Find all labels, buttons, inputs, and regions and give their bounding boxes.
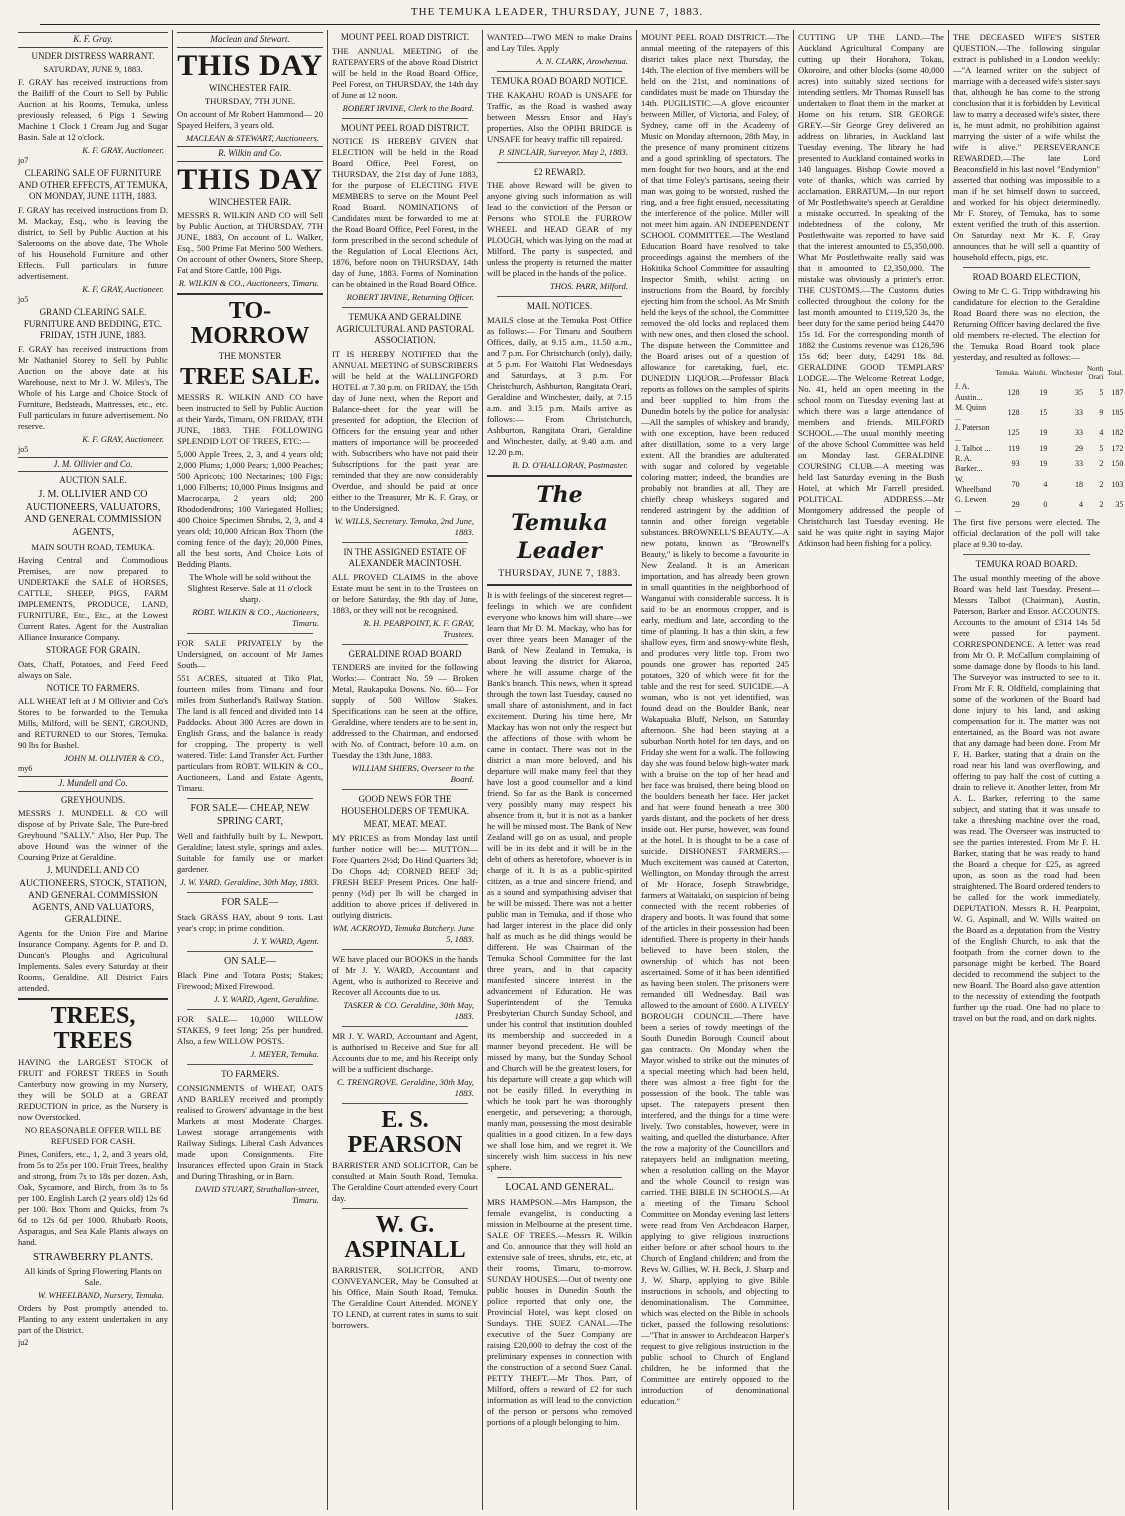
poll-cell: 5: [1099, 387, 1104, 397]
ad-title: TEMUKA AND GERALDINE AGRICULTURAL AND PASTORAL ASSOCIATION.: [336, 312, 474, 346]
ad-title: MOUNT PEEL ROAD DISTRICT.: [340, 122, 470, 133]
ad-signature: R. H. PEARPOINT, K. F. GRAY, Trustees.: [363, 617, 474, 639]
ad-body: ALL PROVED CLAIMS in the above Estate must be sent in to the Trustees on or before Saturday, the 9th day of June, 1883, or they will not be recognised.: [332, 571, 478, 615]
poll-cell: 0: [1043, 500, 1048, 510]
ad-title: TO FARMERS.: [221, 1069, 279, 1080]
ad-title: ON SALE—: [224, 955, 276, 967]
poll-cell: 35: [1074, 387, 1083, 397]
divider: [963, 554, 1090, 555]
divider: [497, 296, 622, 297]
poll-cell: 4: [1078, 500, 1083, 510]
poll-cell: 5: [1099, 443, 1104, 453]
ad-body: HAVING the LARGEST STOCK of FRUIT and FOREST TREES in South Canterbury now growing in my Nursery, they will be SOLD at a GREAT REDUCTION in price, as the Nursery is now Overstocked.: [18, 1056, 168, 1122]
divider: [342, 1103, 468, 1104]
ad-title: STRAWBERRY PLANTS.: [32, 1250, 154, 1263]
ad-title: GRAND CLEARING SALE. FURNITURE AND BEDDING, ETC. FRIDAY, 15TH JUNE, 1883.: [23, 307, 163, 341]
column-2: [173, 30, 327, 1510]
ad-body: CONSIGNMENTS of WHEAT, OATS AND BARLEY received and promptly realised to Growers' advantage in the best Markets at most Moderate Charges. Lowest storage arrangements with Railway Sidings. Liberal Cash Advances made upon Consignments. Fire Insurances effected upon Grain in Stack and During Thrashing, or in Barn.: [177, 1082, 323, 1181]
ad-list: 5,000 Apple Trees, 2, 3, and 4 years old; 2,000 Plums; 1,000 Pears; 1,000 Peaches; 500 Apricots; 100 Nectarines; 100 Figs; 1,000 Filberts; 10,000 Pinus Insignus and Macrocarpa, 2 years old; 200 Rhododendrons; 100 Variegated Hollies; 400 Choice Specimen Shrubs, 2, 3, and 4 years old; 10,000 African Box Thorn (the coming fence of the day); 20,000 Pines, all the best sorts, And Choice Lots of Bedding Plants.: [177, 449, 323, 570]
ad-title: £2 REWARD.: [533, 166, 586, 177]
advertiser-header: R. Wilkin and Co.: [177, 146, 323, 162]
ad-title: CLEARING SALE OF FURNITURE AND OTHER EFFECTS, AT TEMUKA, ON MONDAY, JUNE 11TH, 1883.: [18, 168, 168, 202]
divider: [187, 951, 313, 952]
ad-body: F. GRAY has received instructions from the Bailiff of the Court to Sell by Public Auction at his Rooms, Temuka, unless previously released, 6 Pigs 1 Sewing Machine 1 Clock 1 Cream Jug and Sugar Basin. Sale at 12 o'clock.: [18, 77, 168, 143]
ad-signature: K. F. GRAY, Auctioneer.: [82, 283, 164, 294]
ad-title: FOR SALE— CHEAP, NEW SPRING CART,: [190, 803, 310, 827]
ad-body: Pines, Conifers, etc., 1, 2, and 3 years old, from 5s to 25s per 100. Fruit Trees, healthy and strong, from 7s to 18s per dozen. Ash, Oak, Sycamore, and Birch, from 3s to 5s per 100. English Larch (2 years old) 12s 6d per 100. Box Thorn and Quicks, from 7s 6d to 12s 6d per 1000. Rhubarb Roots, Asparagus, and Sea Kale Plants always on hand.: [18, 1148, 168, 1247]
newspaper-masthead: The Temuka Leader: [511, 481, 608, 564]
ad-signature: JOHN M. OLLIVIER & CO.,: [63, 753, 164, 764]
ad-body: NOTICE IS HEREBY GIVEN that ELECTION will be held in the Road Board Office, Peel Forest, on THURSDAY, the 21st day of June 1883, for the purpose of ELECTING FIVE MEMBERS to serve on the Mount Peel Road Board. NOMINATIONS of Candidates must be forwarded to me at the Road Board Office, Peel Forest, in the form prescribed in the second schedule of the Regulation of Local Elections Act, 1876, before noon on THURSDAY, 14th day of June, 1883. Forms of Nomination can be obtained in the Road Board Office.: [332, 136, 478, 290]
poll-cell: J. A. Austin...: [955, 382, 983, 402]
poll-row: [953, 423, 1125, 443]
firm-name: J. M. OLLIVIER AND CO AUCTIONEERS, VALUATORS, AND GENERAL COMMISSION AGENTS,: [24, 488, 162, 539]
headline: THIS DAY: [177, 162, 323, 196]
ad-ref: jo5: [18, 444, 29, 454]
trees-headline: TREES, TREES: [50, 1003, 136, 1055]
headline: TO-MORROW: [190, 298, 310, 350]
ad-signature: J. W. YARD. Geraldine, 30th May, 1883.: [180, 876, 319, 887]
poll-cell: G. Lewen ...: [955, 495, 987, 515]
column-7: [949, 30, 1124, 1510]
poll-header-cell: Waitohi.: [1023, 368, 1048, 377]
ad-signature: J. Y. WARD, Agent, Geraldine.: [213, 994, 319, 1005]
ad-body: Stack GRASS HAY, about 9 tons. Last year's crop; in prime condition.: [177, 911, 323, 933]
ad-signature: DAVID STUART, Strathallan-street, Timaru.: [194, 1183, 319, 1205]
ad-signature: ROBERT IRVINE, Clerk to the Board.: [342, 102, 474, 113]
divider: [342, 949, 468, 950]
poll-row: [953, 403, 1125, 423]
poll-row: [953, 444, 1125, 454]
ad-title: GERALDINE ROAD BOARD: [348, 648, 462, 659]
running-head: THE TEMUKA LEADER, THURSDAY, JUNE 7, 1883.: [410, 6, 704, 18]
ad-title: TEMUKA ROAD BOARD NOTICE.: [491, 76, 628, 86]
ad-body: Orders by Post promptly attended to. Planting to any extent undertaken in any part of the District.: [18, 1302, 168, 1335]
ad-title: NOTICE TO FARMERS.: [46, 682, 140, 693]
ad-body: MY PRICES as from Monday last until further notice will be:— MUTTON—Fore Quarters 2½d; Do Hind Quarters 3d; Do Chops 4d; CORNED BEEF 3d; FRESH BEEF Present Prices. One half-penny (½d) per lb will be charged in addition to above prices if delivered in outlying districts.: [332, 832, 478, 920]
divider: [497, 1177, 622, 1178]
ad-subtitle: THE MONSTER: [218, 351, 282, 362]
ad-title: MOUNT PEEL ROAD DISTRICT.: [340, 32, 470, 42]
divider: [963, 267, 1090, 268]
poll-cell: R. A. Barker...: [955, 454, 983, 474]
ad-signature: R. WILKIN & CO., Auctioneers, Timaru.: [178, 278, 319, 289]
poll-cell: 119: [1007, 443, 1020, 453]
divider: [187, 1009, 313, 1010]
ad-signature: J. Y. WARD, Agent.: [253, 935, 319, 946]
ad-body: TENDERS are invited for the following Works:— Contract No. 59 — Broken Metal, Raukapuka Downs. No. 60— For supply of 500 Willow Stakes. Specifications can be seen at the office, Geraldine, where tenders are to be sent in, addressed to the Chairman, and endorsed with No. of Contract, before 10 a.m. on Tuesday the 13th June, 1883.: [332, 662, 478, 761]
ad-signature: WILLIAM SHIERS, Overseer to the Board.: [351, 763, 474, 785]
ad-subtitle: WINCHESTER FAIR.: [208, 196, 292, 207]
poll-cell: 93: [1011, 459, 1020, 469]
ad-ref: jo5: [18, 294, 29, 304]
ad-date: SATURDAY, JUNE 9, 1883.: [43, 64, 143, 75]
ad-body: NO REASONABLE OFFER WILL BE REFUSED FOR CASH.: [24, 1124, 162, 1146]
poll-cell: 150: [1111, 459, 1124, 469]
ad-signature: MACLEAN & STEWART, Auctioneers.: [186, 133, 319, 144]
divider: [187, 1064, 313, 1065]
ad-title: IN THE ASSIGNED ESTATE OF ALEXANDER MACINTOSH.: [343, 546, 467, 569]
poll-cell: 187: [1111, 387, 1124, 397]
ad-title: FOR SALE— 10,000 WILLOW STAKES, 9 feet long; 25s per hundred. Also, a few WILLOW POSTS.: [177, 1014, 323, 1047]
section-title: TEMUKA ROAD BOARD.: [975, 559, 1078, 570]
poll-cell: 128: [1007, 387, 1020, 397]
poll-cell: 18: [1074, 479, 1083, 489]
poll-cell: 182: [1111, 428, 1124, 438]
ad-body: THE KAKAHU ROAD is UNSAFE for Traffic, as the Road is washed away between Messrs Ensor and Hay's properties. Also the OPIHI BRIDGE is UNSAFE for heavy traffic till repaired.: [487, 89, 632, 144]
ad-body: The Whole will be sold without the Slightest Reserve. Sale at 11 o'clock sharp.: [187, 572, 313, 605]
poll-row: [953, 495, 1125, 515]
column-1: [14, 30, 172, 1510]
divider: [342, 307, 468, 308]
headline: E. S. PEARSON: [347, 1106, 463, 1158]
poll-cell: 4: [1099, 428, 1104, 438]
ad-signature: K. F. GRAY, Auctioneer.: [82, 433, 164, 444]
ad-title: MAIL NOTICES.: [526, 301, 593, 312]
divider: [187, 798, 313, 799]
ad-body: 551 ACRES, situated at Tiko Plat, fourteen miles from Timaru and four miles from Sutherland's Railway Station. The land is all fenced and divided into 14 Paddocks. About 300 Acres are down in English Grass, and the balance is ready for cropping. The property is well watered. Title: Land Transfer Act. Further particulars from ROBT. WILKIN & CO., Auctioneers, Land and Estate Agents, Timaru.: [177, 673, 323, 794]
ad-body: WE have placed our BOOKS in the hands of Mr J. Y. WARD, Accountant and Agent, who is authorized to Receive and Recover all Accounts due to us.: [332, 953, 478, 997]
ad-date: THURSDAY, 7TH JUNE.: [204, 96, 296, 107]
poll-cell: 4: [1043, 479, 1048, 489]
ad-body: Black Pine and Totara Posts; Stakes; Firewood; Mixed Firewood.: [177, 970, 323, 992]
divider: [497, 162, 622, 163]
poll-cell: 33: [1074, 428, 1083, 438]
section-title: LOCAL AND GENERAL.: [505, 1182, 614, 1194]
firm-address: MAIN SOUTH ROAD, TEMUKA.: [31, 542, 155, 553]
ad-ref: jo7: [18, 156, 29, 166]
ad-body: Well and faithfully built by L. Newport, Geraldine; latest style, springs and axles. Suitable for family use or market gardener.: [177, 830, 323, 874]
news-body: CUTTING UP THE LAND.—The Auckland Agricultural Company are cutting up their Horahora, Tokau, Okoroire, and other blocks (some 40,000 acres) into suitably sized sections for intending settlers. Mr Thomas Russell has undertaken to float them in the market at Home on his return. SIR GEORGE GREY.—Sir George Grey delivered an address on libraries, in Auckland last Tuesday evening. The library he had presented to Auckland contained works in 140 languages. Bishop Cowie moved a vote of thanks, which was carried by acclamation. ERRATUM.—In our report of Mr Postlethwaite's speech at Geraldine a mistake occurred. In speaking of the indebtedness of the colony, Mr Postlethwaite was reported to have said that the interest amounted to £5,350,000. What Mr Postlethwaite really said was that it amounted to £2,350,000. The mistake was obviously a printer's error. THE CUSTOMS.—The Customs duties collected throughout the colony for the last month amounted to £119,520 3s, the beer duty for the same period being £4470 15s 1d. For the corresponding month of 1882 the Customs revenue was £126,596 15s 6d; beer duty, £4291 18s 8d. GERALDINE GOOD TEMPLARS' LODGE.—The Welcome Retreat Lodge, No. 41, held an open meeting in the school room on Tuesday evening last at which there was a large attendance of members and friends. MILFORD SCHOOL.—The usual monthly meeting of the above School Committee was held on Monday last. GERALDINE COURSING CLUB.—A meeting was held last Saturday evening in the Bush Hotel, at which Mr Farrell presided. POLITICAL ADDRESS.—Mr Montgomery addressed the people of Christchurch last Tuesday evening. He said he was quite right in saying Major Atkinson had been fishing for a policy.: [798, 32, 944, 548]
poll-cell: 185: [1111, 408, 1124, 417]
divider: [177, 293, 323, 295]
ad-signature: ROBERT IRVINE, Returning Officer.: [346, 292, 474, 303]
ad-body: F. GRAY has received instructions from Mr Nathaniel Storey to Sell by Public Auction on the above date at his Warehouse, next to Mr J. W. Miles's, The Whole of his Large and Choice Stock of Furniture, Bedsteads, Mattresses, etc., etc. Full particulars in future advertisement. No reserve.: [18, 343, 168, 431]
ad-body: MAILS close at the Temuka Post Office as follows:— For Timaru and Southern Offices, daily, at 9.15 a.m., 11.50 a.m., and 7 p.m. For Christchurch (only), daily, at 5 p.m. For Waitohi Flat Wednesdays and Saturdays, at 3 p.m. For Christchurch, Ashburton, Rangitata Orari, Geraldine and Winchester, daily, at 7.15 a.m. and 3.15 p.m. Mails arrive as follows:— From Christchurch, Ashburton, Rangitata Orari, Geraldine and Winchester, daily, at 9.40 a.m. and 12.20 p.m.: [487, 314, 632, 457]
advertiser-header: J. M. Ollivier and Co.: [18, 457, 168, 473]
issue-date: THURSDAY, JUNE 7, 1883.: [498, 569, 621, 580]
poll-header-row: [953, 365, 1125, 383]
poll-cell: 29: [1074, 443, 1083, 453]
ad-body: BARRISTER AND SOLICITOR, Can be consulted at Main South Road, Temuka. The Geraldine Court attended every Court day.: [332, 1160, 478, 1204]
ad-signature: K. F. GRAY, Auctioneer.: [82, 145, 164, 156]
poll-cell: J. Paterson ...: [955, 423, 990, 443]
ad-body: Having Central and Commodious Premises, are now prepared to UNDERTAKE the SALE of HORSES, CATTLE, SHEEP, PIGS, FARM IMPLEMENTS, PRODUCE, LAND, FURNITURE, Etc., Etc., at the Lowest Current Rates. Agent for the Australian Alliance Insurance Company.: [18, 555, 168, 643]
poll-cell: 29: [1011, 500, 1020, 510]
ad-title: FOR SALE—: [221, 896, 279, 908]
poll-cell: 19: [1039, 459, 1048, 469]
ad-subtitle: WINCHESTER FAIR.: [208, 82, 292, 93]
ad-signature: B. D. O'HALLORAN, Postmaster.: [512, 459, 628, 470]
ad-title: GOOD NEWS FOR THE HOUSEHOLDERS OF TEMUKA.: [340, 794, 470, 816]
ad-title: AUCTION SALE.: [59, 475, 127, 486]
poll-header-cell: Temuka.: [995, 368, 1020, 377]
news-body: The usual monthly meeting of the above Board was held last Tuesday. Present—Messrs Talbot (Chairman), Austin, Paterson, Barker and Ensor. ACCOUNTS. Accounts to the amount of £314 14s 5d were passed for payment. CORRESPONDENCE. A letter was read from Mr O. P. McCallum complaining of some damage done by floods to his land. The Surveyor was instructed to see to it. From Mr F. R. Oldfield, complaining that some of the workmen of the Board had done injury to his land, and asking compensation for it. The matter was not entertained, as the Board was not aware that any damage had been done. From Mr F. H. Barker, stating that a drain on the road near his land was overflowing, and offering to pay half the cost of cutting a drain to relieve it. Another letter, from Mr A. L. Barker, referring to the same subject, and stating that it was unsafe to take a threshing machine over the road, was read. The Overseer was instructed to see the parties interested. From Mr F. H. Barker, stating that he was ready to hand the Board a cheque for £25, as agreed upon, as soon as the road had been straightened. The Board ordered tenders to be called for the work immediately. DEPUTATION. Messrs R. H. Pearpoint, W. G. Aspinall, and W. Wills waited on the Board as a deputation from the Vestry of the English Church, to ask that the footpath from the corner down to the parsonage might be kerbed. The Board decided to recommend the subject to the new Board. The Board also gave attention to the necessity of extending the footpath further up the road. One had no place to travel on but the road, and on dark nights.: [953, 572, 1100, 1023]
ad-body: Oats, Chaff, Potatoes, and Feed Feed always on Sale.: [18, 658, 168, 680]
ad-body: BARRISTER, SOLICITOR, AND CONVEYANCER, May be Consulted at his Office, Main South Road, Temuka. The Geraldine Court Attended. MONEY TO LEND, at current rates in sums to suit borrowers.: [332, 1265, 478, 1331]
divider: [342, 542, 468, 543]
column-4: [483, 30, 636, 1510]
poll-header-cell: Winchester: [1051, 368, 1083, 377]
ad-body: MESSRS R. WILKIN AND CO will Sell by Public Auction, at THURSDAY, 7TH JUNE, 1883, On account of L. Walker, Esq., 500 Prime Fat Merino 500 Wethers. On account of other Owners, Store Sheep, Fat and Store Cattle, 100 Pigs.: [177, 210, 323, 276]
poll-cell: 103: [1111, 479, 1124, 489]
poll-header-cell: [953, 365, 993, 383]
ad-signature: THOS. PARR, Milford.: [549, 281, 628, 292]
ad-signature: A. N. CLARK, Arowhenua.: [536, 56, 628, 66]
ad-title: WANTED—TWO MEN to make Drains and Lay Tiles. Apply: [487, 32, 632, 53]
divider: [487, 475, 632, 477]
headline: W. G. ASPINALL: [344, 1212, 466, 1264]
ad-body: THE above Reward will be given to anyone giving such information as will lead to the conviction of the Person or Persons who STOLE the FURROW WHEEL and HEAD GEAR of my PLOUGH, which was lying on the road at Milford. The party is suspected, and unless the property is returned the matter will be placed in the hands of the police.: [487, 180, 632, 279]
divider: [342, 118, 468, 119]
ad-body: Agents for the Union Fire and Marine Insurance Company. Agents for P. and D. Duncan's Ploughs and Agricultural Implements. Sales every Saturday at their Rooms, Geraldine. All District Fairs attended.: [18, 928, 168, 994]
ad-title: UNDER DISTRESS WARRANT.: [31, 50, 155, 61]
ad-signature: TASKER & CO. Geraldine, 30th May, 1883.: [343, 999, 474, 1021]
poll-row: [953, 382, 1125, 402]
ad-body: THE ANNUAL MEETING of the RATEPAYERS of the above Road District will be held in the Road Board Office, Peel Forest, on THURSDAY, the 14th day of June at 12 noon.: [332, 45, 478, 100]
poll-row: [953, 454, 1125, 474]
ad-signature: C. TRENGROVE. Geraldine, 30th May, 1883.: [336, 1076, 474, 1098]
ad-body: MESSRS J. MUNDELL & CO will dispose of by Private Sale, The Pure-bred Greyhound "SALLY." Also, Her Pup. The above Hound was the winner of the Coursing Prize at Geraldine.: [18, 808, 168, 863]
poll-cell: 2: [1099, 479, 1104, 489]
poll-cell: 19: [1039, 443, 1048, 453]
poll-header-cell: North Orari: [1086, 364, 1104, 382]
divider: [497, 71, 622, 72]
headline: TREE SALE.: [179, 363, 321, 390]
news-body: THE DECEASED WIFE'S SISTER QUESTION.—The following singular extract is published in a London weekly:—"A learned writer on the subject of marriage with a deceased wife's sister says that, although he has come to the strong conclusion that it is forbidden by Levitical law to marry a deceased wife's sister, there is, he must admit, no prohibition against marrying the sister of a wife whilst the wife is alive." PERSEVERANCE REWARDED.—The late Lord Beaconsfield in his last novel "Endymion" asserted that nothing was impossible to a man if he set himself down to succeed, and worked for his object determinedly. Mr F. Storey, of Temuka, has to some extent verified the truth of this assertion. On Saturday next Mr K. F. Gray announces that he will sell a quantity of household effects, pigs, etc.: [953, 32, 1100, 262]
news-body: The first five persons were elected. The official declaration of the poll will take place at 9.30 to-day.: [953, 517, 1100, 550]
poll-cell: 15: [1039, 408, 1048, 417]
advertiser-header: Maclean and Stewart.: [177, 32, 323, 48]
headline: THIS DAY: [177, 48, 323, 82]
advertiser-header: J. Mundell and Co.: [18, 776, 168, 792]
column-3: [328, 30, 482, 1510]
ad-body: IT IS HEREBY NOTIFIED that the ANNUAL MEETING of SUBSCRIBERS will be held at the WALLINGFORD HOTEL at 7.30 p.m. on FRIDAY, the 15th day of June next, when the Report and Balance-sheet for the year will be presented for adoption, the Election of Officers for the ensuing year and other matters of importance will be proceeded with. Subscribers who have not paid their Subscriptions for the past year are reminded that they are now considerably Overdue, and should be paid at once either to the Treasurer, Mr K. F. Gray, or to the Undersigned.: [332, 348, 479, 513]
ad-body: All kinds of Spring Flowering Plants on Sale.: [24, 1265, 162, 1287]
divider: [342, 1208, 468, 1209]
poll-cell: M. Quinn ...: [955, 402, 987, 423]
ad-body: ALL WHEAT left at J M Ollivier and Co's Stores to be forwarded to the Temuka Mills, Milford, will be SENT, GROUND, and RETURNED to our Stores, Temuka. 90 lbs for Bushel.: [18, 696, 168, 751]
column-5: [637, 30, 793, 1510]
poll-cell: 19: [1039, 387, 1048, 397]
poll-cell: 9: [1099, 408, 1104, 417]
poll-cell: 35: [1115, 500, 1124, 510]
ad-body: MR J. Y. WARD, Accountant and Agent, is authorised to Receive and Sue for all Accounts due to me, and his Receipt only will be a sufficient discharge.: [332, 1030, 478, 1074]
ad-title: FOR SALE PRIVATELY by the Undersigned, on account of Mr James South—: [177, 638, 323, 671]
poll-cell: 33: [1074, 459, 1083, 469]
top-rule: [40, 24, 1100, 25]
divider: [187, 892, 313, 893]
poll-cell: 70: [1011, 479, 1020, 489]
divider: [342, 1026, 468, 1027]
ad-title: GREYHOUNDS.: [60, 794, 126, 805]
ad-signature: P. SINCLAIR, Surveyor. May 2, 1883.: [498, 146, 628, 157]
ad-signature: J. MEYER, Temuka.: [250, 1049, 319, 1060]
ad-ref: my6: [18, 764, 33, 774]
poll-cell: 2: [1099, 500, 1104, 510]
ad-body: MESSRS R. WILKIN AND CO have been instructed to Sell by Public Auction at their Yards, Timaru, ON FRIDAY, 8TH JUNE, 1883. THE FOLLOWING SPLENDID LOT OF TREES, ETC:—: [177, 392, 323, 447]
poll-cell: W. Wheelband: [955, 474, 992, 494]
local-news: MRS HAMPSON.—Mrs Hampson, the female evangelist, is conducting a mission in Melbourne at the present time. SALE OF TREES.—Messrs R. Wilkin and Co. announce that they will hold an extensive sale of trees, shrubs, etc, etc, at their rooms, Timaru, to-morrow. SUNDAY HOUSES.—Out of twenty one public houses in Dunedin South the police reported that only one, the Provincial Hotel, was kept closed on Sundays. THE SUEZ CANAL.—The executive of the Suez Company are raising £20,000 to defray the cost of the preliminary expenses in connection with the construction of a second Suez Canal. PETTY THEFT.—Mr Thos. Parr, of Milford, offers a reward of £2 for such information as will lead to the conviction of the person or persons who removed portions of a plough belonging to him.: [487, 1196, 632, 1427]
ad-signature: WM. ACKROYD, Temuka Butchery. June 5, 1883.: [332, 922, 474, 944]
poll-results-table: [953, 365, 1125, 516]
divider: [487, 584, 632, 586]
leader-article: It is with feelings of the sincerest regret—feelings in which we are confident everyone who knows him will share—we learn that Mr D. M. Mackay, who has for over three years been Manager of the Bank of New Zealand in Temuka, is about leaving the district for Akaroa, where he will assume charge of the Bank's branch. This news, when it spread through the town last Tuesday, caused no small share of astonishment, and in fact excitement. During his time here, Mr Mackay has won not only the respect but the affections of those with whom he came in contact. There was not in the district a man more beloved, and his departure will make many feel that they have lost a good counsellor and a kind friend. So far as the Bank is concerned very possibly many may respect his absence from it, but it is not as a banker he will be missed most. The Bank of New Zealand will go on as usual, and people will be in its debt and it will be in the debt of others as heretofore, whoever is in charge of it. It is as a public-spirited citizen, as a true and sincere friend, and as a sound and sympathising adviser that he will be missed. There was not a better public man in Temuka, and if those who had larger interest in the place did only half as much as he did things would be different. He was Chairman of the Temuka School Committee for the last three years, and in that capacity manifested sincere interest in the advancement of Education. He was Superintendent of the Temuka Presbyterian Church Sunday School, and under his control that institution doubled its membership and succeeded in a manner beyond precedent. He will be missed by many, but the Sunday School and Church will be the greatest losers, for his departure will create a gap which will not be easily filled. In everything in which he took part he was thoroughly energetic, and persevering; a thorough, manly man, possessing the most desirable qualities in a good citizen. In a few days we shall lose him, and we regret it. We sincerely wish him success in his new sphere.: [487, 590, 632, 1173]
poll-cell: 2: [1099, 459, 1104, 469]
poll-row: [953, 475, 1125, 495]
ad-subtitle: MEAT. MEAT. MEAT.: [363, 819, 447, 830]
advertiser-header: K. F. Gray.: [18, 32, 168, 48]
news-body: MOUNT PEEL ROAD DISTRICT.—The annual meeting of the ratepayers of this district takes place next Thursday, the 14th. The election of five members will be held on the 21st, and nominations of candidates must be made on Thursday the 14th. PUGILISTIC.—A glove encounter between Miller, of Victoria, and Foley, of Sydney, came off in the Academy of Music on Monday afternoon, 28th May, in the presence of many prominent citizens and a good sprinkling of spectators. The men fought for two hours, and at the end of that time Foley's partisans, seeing their man was going to be worsted, rushed the ring, and a free fight ensued, necessitating the interference of the police. Miller will not meet him again. AN INDEPENDENT SCHOOL COMMITTEE.—The Westland Education Board have resolved to take proceedings against the members of the Hokitika School Committee for assaulting Inspector Smith, whilst acting on instructions from the Board, by forcibly ejecting him from the school. As Mr Smith held the keys of the school, the Committee removed the old locks and replaced them with new ones, and then closed the school. The dispute between the Committee and the Board arises out of a question of allowance for caretaking, fuel, etc. DUNEDIN LIQUOR.—Professor Black reports as follows on the samples of spirits and beer supplied to him from the Dunedin hotels by the police for analysis:—All the samples of whiskey and brandy, with one exception, have been reduced after distillation, some to a very large extent. All the brandies are adulterated with sugar and colored by vegetable coloring matter; indeed, the brandies are probably not brandies at all. They are chiefly cheap whiskeys sugared and rendered astringent by the addition of tannin and other foreign vegetable substances. BROWNELL'S BEAUTY.—A new potato, known as "Brownell's Beauty," is likely to become a favourite in New Zealand. It is an American importation, and has already been grown in small quantities in the neighborhood of Wanganui with considerable success. It is said to be an enormous cropper, and is early, medium and late, according to the time of planting. It has a thin skin, a few shallow eyes, firm and snowy-white flesh, and produces very little top. From two pounds one grower has reported 245 potatoes, 320 of which were fit for the table and the rest for seed. SUICIDE.—A woman, who is not yet identified, was found dead on the Boulder Bank, near Wakapuaka Bluff, Nelson, on Saturday afternoon. She had been staying at a suburban North hotel for ten days, and on Friday she went for a walk. The following day she was found below high-water mark with a bruise on the top of her head and her face was bruised, there being blood on the boulders beneath her face. Her jacket and hat were found beneath a tree 300 yards distant, and the pockets of her dress inside out. Her purse, however, was found at the hotel. It is thought to be a case of suicide. DISHONEST FARMERS.—Much excitement was caused at Caterton, Wellington, on Monday through the arrest of Mr Horace, Joseph Strawbridge, farmers at Waitaiaki, on suspicion of being connected with the recent robberies of drapery and boots. It was found that some of the articles in their possession had been identified. There is property in their hands believed to have been stolen, the ownership of which has not been ascertained. Some of it has been identified as having been stolen. The prisoners were remanded till Wednesday. Bail was allowed to the amount of £600. A LIVELY BOROUGH COUNCIL.—There have been a series of rowdy meetings of the South Dunedin Borough Council about gas contracts. On Monday when the Mayor wished to strike out the minutes of a special meeting which had been held, there was almost a free fight for the possession of the book. The table was upset. The ratepayers present then interfered, and the things for a time were lively. Two constables, however, were in waiting, and quelled the disturbance. After the row a majority of the Councillors and ratepayers held an indignation meeting, when a resolution calling on the Mayor and the whole Council to resign was carried. THE BIBLE IN SCHOOLS.—At a meeting of the Timaru School Committee on Monday evening last letters were read from Ven Archdeacon Harper, applying to give religious instructions either before or after school hours to the Church of England children; and from the Revs W. Gillies, W. H. Beck, J. Sharp and J. W. Sharp, applying to give Bible instructions in schools, and objecting to denominationalism. The Committee, which was elected on the Bible in schools ticket, passed the following resolutions:—"That in answer to Archdeacon Harper's request to give religious instruction in the public school to Church of England children, he be informed that the Committee are entirely opposed to the introduction of denominational education.": [641, 32, 789, 1406]
divider: [342, 644, 468, 645]
divider: [187, 633, 313, 634]
poll-cell: 19: [1039, 428, 1048, 438]
poll-header-cell: Total.: [1107, 368, 1124, 377]
ad-signature: W. WILLS, Secretary. Temuka, 2nd June, 1883.: [334, 515, 474, 537]
poll-cell: 125: [1007, 428, 1020, 438]
poll-cell: 33: [1074, 408, 1083, 417]
ad-ref: ju2: [18, 1337, 29, 1347]
section-title: ROAD BOARD ELECTION,: [972, 272, 1081, 282]
ad-body: On account of Mr Robert Hammond— 20 Spayed Heifers, 3 years old.: [177, 109, 323, 131]
ad-title: STORAGE FOR GRAIN.: [45, 645, 141, 656]
ad-signature: ROBT. WILKIN & CO., Auctioneers, Timaru.: [192, 607, 319, 629]
firm-name: J. MUNDELL AND CO AUCTIONEERS, STOCK, STATION, AND GENERAL COMMISSION AGENTS, AND VALUATORS, GERALDINE.: [19, 866, 167, 925]
poll-cell: J. Talbot ...: [955, 443, 991, 453]
poll-cell: 128: [1007, 408, 1020, 417]
ad-signature: W. WHEELBAND, Nursery, Temuka.: [37, 1289, 164, 1300]
poll-cell: 172: [1111, 443, 1124, 453]
column-6: [794, 30, 948, 1510]
ad-body: F. GRAY has received instructions from D. M. Mackay, Esq., who is leaving the district, to Sell by Public Auction at his Salerooms on the above date, The Whole of his Household Furniture and other Effects. Full particulars in future advertisement.: [18, 204, 168, 281]
news-body: Owing to Mr C. G. Tripp withdrawing his candidature for election to the Geraldine Road Board there was no election, the Returning Officer having declared the five old members re-elected. The election for the Temuka Road Board took place yesterday, and resulted as follows:—: [953, 285, 1100, 362]
divider: [18, 998, 168, 1000]
divider: [342, 789, 468, 790]
